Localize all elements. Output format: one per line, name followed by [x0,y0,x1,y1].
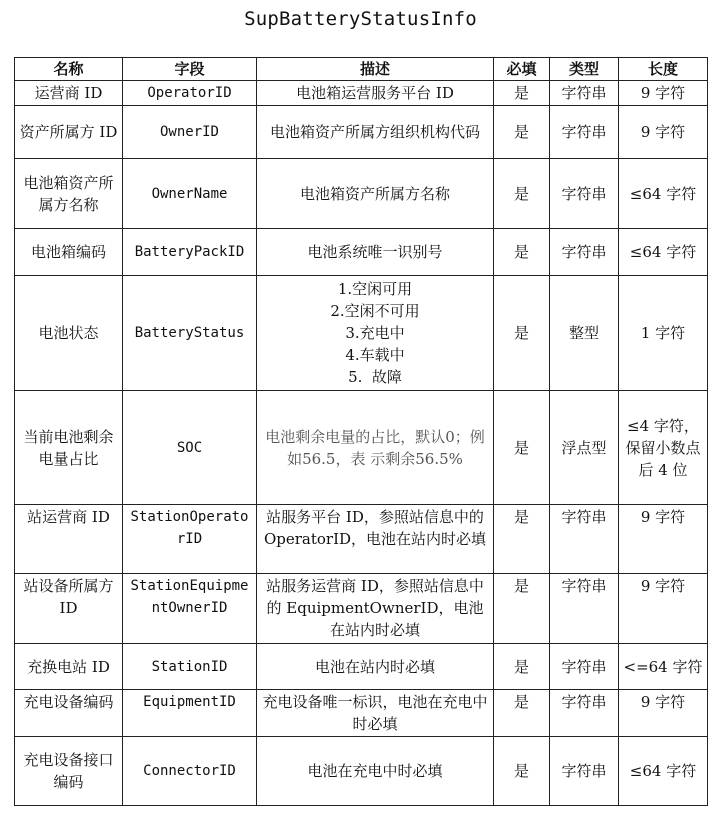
cell-required: 是 [494,737,550,806]
table-row [15,106,708,159]
header-type: 类型 [550,58,619,81]
cell-length: ≤64 字符 [619,737,708,806]
cell-description: 充电设备唯一标识，电池在充电中时必填 [257,690,494,737]
cell-description: 电池剩余电量的占比，默认0；例如56.5，表 示剩余56.5% [257,391,494,505]
cell-field: BatteryPackID [123,229,257,276]
status-option: 3.充电中 [345,324,405,342]
cell-name: 充换电站 ID [15,644,123,690]
cell-length: 9 字符 [619,106,708,159]
cell-length: 9 字符 [619,81,708,106]
cell-field: StationID [123,644,257,690]
cell-field: OwnerName [123,159,257,229]
header-name: 名称 [15,58,123,81]
cell-length: <=64 字符 [619,644,708,690]
table-row [15,159,708,229]
cell-field: ConnectorID [123,737,257,806]
cell-length: 1 字符 [619,276,708,391]
cell-field: StationEquipmentOwnerID [123,574,257,644]
header-field: 字段 [123,58,257,81]
cell-length: 9 字符 [619,690,708,737]
table-row [15,644,708,690]
cell-length: ≤4 字符，保留小数点后 4 位 [619,391,708,505]
cell-type: 浮点型 [550,391,619,505]
table-header-row [15,58,708,81]
cell-type: 整型 [550,276,619,391]
field-table [14,57,708,806]
cell-type: 字符串 [550,81,619,106]
cell-type: 字符串 [550,644,619,690]
cell-description: 电池系统唯一识别号 [257,229,494,276]
page-title: SupBatteryStatusInfo [244,8,477,30]
cell-required: 是 [494,644,550,690]
cell-length: 9 字符 [619,574,708,644]
cell-required: 是 [494,229,550,276]
table-row [15,391,708,505]
cell-description: 站服务运营商 ID，参照站信息中的 EquipmentOwnerID，电池在站内时必填 [257,574,494,644]
cell-required: 是 [494,81,550,106]
cell-name: 充电设备编码 [15,690,123,737]
cell-length: ≤64 字符 [619,229,708,276]
cell-description [257,276,494,391]
cell-field: BatteryStatus [123,276,257,391]
header-required: 必填 [494,58,550,81]
table-row [15,737,708,806]
cell-description: 电池在充电中时必填 [257,737,494,806]
cell-length: ≤64 字符 [619,159,708,229]
table-row [15,690,708,737]
table-row [15,276,708,391]
cell-description: 电池在站内时必填 [257,644,494,690]
cell-field: SOC [123,391,257,505]
cell-name: 电池箱编码 [15,229,123,276]
cell-required: 是 [494,106,550,159]
table-row [15,505,708,574]
cell-name: 当前电池剩余电量占比 [15,391,123,505]
cell-required: 是 [494,276,550,391]
cell-field: StationOperatorID [123,505,257,574]
cell-type: 字符串 [550,106,619,159]
cell-required: 是 [494,391,550,505]
cell-required: 是 [494,159,550,229]
header-length: 长度 [619,58,708,81]
cell-field: EquipmentID [123,690,257,737]
cell-length: 9 字符 [619,505,708,574]
cell-name: 电池箱资产所属方名称 [15,159,123,229]
table-row [15,229,708,276]
cell-field: OwnerID [123,106,257,159]
cell-type: 字符串 [550,159,619,229]
cell-name: 运营商 ID [15,81,123,106]
cell-field: OperatorID [123,81,257,106]
cell-name: 站设备所属方 ID [15,574,123,644]
cell-description: 电池箱资产所属方名称 [257,159,494,229]
cell-name: 站运营商 ID [15,505,123,574]
cell-type: 字符串 [550,574,619,644]
cell-type: 字符串 [550,737,619,806]
cell-name: 充电设备接口编码 [15,737,123,806]
cell-required: 是 [494,574,550,644]
cell-type: 字符串 [550,690,619,737]
status-option: 2.空闲不可用 [330,302,420,320]
cell-description: 电池箱资产所属方组织机构代码 [257,106,494,159]
cell-name: 资产所属方 ID [15,106,123,159]
status-option: 1.空闲可用 [337,280,413,298]
cell-type: 字符串 [550,505,619,574]
status-option: 5. 故障 [348,368,402,386]
table-row [15,574,708,644]
table-row [15,81,708,106]
cell-name: 电池状态 [15,276,123,391]
cell-type: 字符串 [550,229,619,276]
cell-description: 站服务平台 ID，参照站信息中的 OperatorID，电池在站内时必填 [257,505,494,574]
cell-description: 电池箱运营服务平台 ID [257,81,494,106]
cell-required: 是 [494,690,550,737]
cell-required: 是 [494,505,550,574]
header-description: 描述 [257,58,494,81]
status-option: 4.车载中 [345,346,405,364]
